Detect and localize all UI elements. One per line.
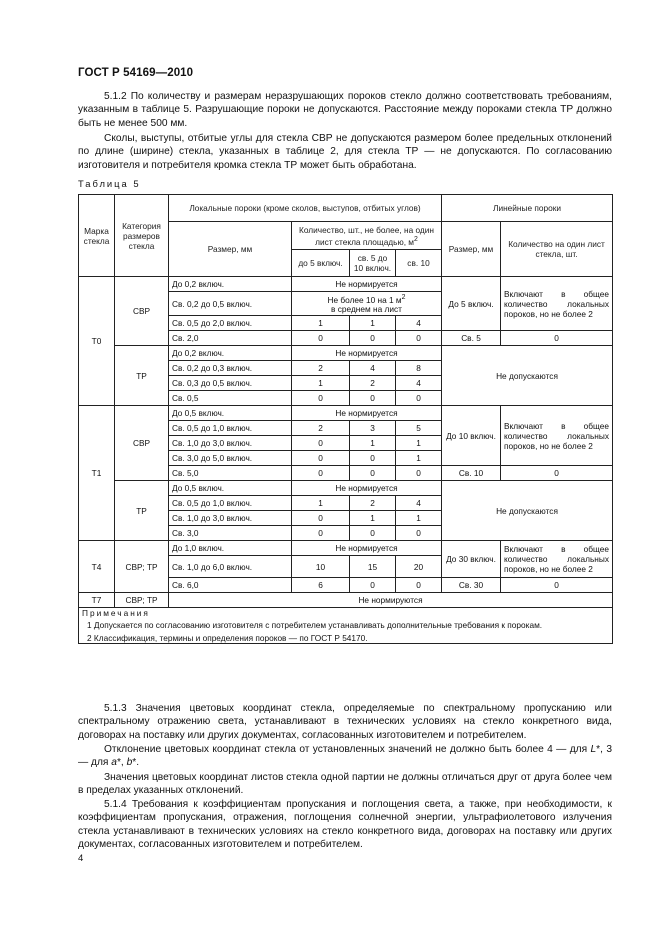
size-cell: Св. 6,0	[169, 578, 292, 593]
category-t0-tr: ТР	[115, 346, 169, 406]
qty-cell: 1	[350, 511, 396, 526]
qty-cell: 4	[396, 496, 442, 511]
linear-qty-cell: 0	[501, 331, 613, 346]
table-row	[79, 277, 613, 292]
header-size: Размер, мм	[169, 222, 292, 277]
linear-size-cell: До 10 включ.	[442, 406, 501, 466]
qty-cell: Не нормируется	[292, 277, 442, 292]
linear-qty-cell: Включают в общее количество локальных пороков, но не более 2	[501, 541, 613, 578]
qty-cell: 0	[292, 511, 350, 526]
qty-cell: 10	[292, 556, 350, 578]
qty-cell: Не нормируется	[292, 481, 442, 496]
qty-cell: 0	[292, 391, 350, 406]
linear-size-cell: До 5 включ.	[442, 277, 501, 331]
mark-t7: Т7	[79, 593, 115, 608]
qty-cell: 0	[350, 451, 396, 466]
size-cell: До 0,2 включ.	[169, 346, 292, 361]
notes-title: Примечания	[82, 608, 150, 618]
qty-cell: 3	[350, 421, 396, 436]
note-2: 2 Классификация, термины и определения пороков — по ГОСТ Р 54170.	[87, 632, 368, 643]
table-row	[79, 346, 613, 361]
qty-cell: 0	[292, 526, 350, 541]
table-5	[78, 194, 613, 644]
qty-cell: 0	[350, 331, 396, 346]
note-1: 1 Допускается по согласованию изготовителя с потребителем устанавливать дополнительные требования к порокам.	[87, 620, 543, 630]
size-cell: Св. 0,5 до 2,0 включ.	[169, 316, 292, 331]
table-row	[79, 593, 613, 608]
qty-cell: Не нормируется	[292, 406, 442, 421]
qty-cell: Не более 10 на 1 $м^2$ в среднем на лист	[292, 292, 442, 316]
page-number: 4	[78, 853, 84, 864]
qty-cell: 15	[350, 556, 396, 578]
linear-size-cell: До 30 включ.	[442, 541, 501, 578]
qty-cell: 2	[350, 496, 396, 511]
category-t7: СВР; ТР	[115, 593, 169, 608]
mark-t0: Т0	[79, 277, 115, 406]
size-cell: До 0,5 включ.	[169, 481, 292, 496]
qty-cell: 0	[396, 526, 442, 541]
qty-cell: Не нормируется	[292, 346, 442, 361]
table-row	[79, 406, 613, 421]
linear-qty-cell: 0	[501, 466, 613, 481]
qty-cell: 1	[350, 316, 396, 331]
header-area-5-to-10: св. 5 до 10 включ.	[350, 250, 396, 277]
header-linear-qty: Количество на один лист стекла, шт.	[501, 222, 613, 277]
qty-cell: 4	[396, 316, 442, 331]
paragraph-5-1-3-batch: Значения цветовых координат листов стекла одной партии не должны отличаться друг от друга более чем в пределах указанных отклонений.	[78, 772, 612, 797]
linear-qty-cell: Включают в общее количество локальных пороков, но не более 2	[501, 406, 613, 466]
size-cell: Св. 0,2 до 0,5 включ.	[169, 292, 292, 316]
qty-cell: Не нормируется	[292, 541, 442, 556]
qty-cell: 1	[396, 436, 442, 451]
size-cell: Св. 3,0	[169, 526, 292, 541]
qty-cell: 6	[292, 578, 350, 593]
qty-cell: 20	[396, 556, 442, 578]
category-t4: СВР; ТР	[115, 541, 169, 593]
header-mark: Марка стекла	[79, 195, 115, 277]
header-local-defects: Локальные пороки (кроме сколов, выступов, отбитых углов)	[169, 195, 442, 222]
linear-qty-cell: Включают в общее количество локальных пороков, но не более 2	[501, 277, 613, 331]
size-cell: Св. 0,5 до 1,0 включ.	[169, 421, 292, 436]
size-cell: До 0,5 включ.	[169, 406, 292, 421]
header-linear-defects: Линейные пороки	[442, 195, 613, 222]
qty-cell: 4	[350, 361, 396, 376]
qty-cell: 1	[292, 316, 350, 331]
qty-cell: 0	[396, 466, 442, 481]
qty-cell: 8	[396, 361, 442, 376]
table-row	[79, 541, 613, 556]
size-cell: Св. 2,0	[169, 331, 292, 346]
qty-cell: 1	[396, 511, 442, 526]
qty-cell: 4	[396, 376, 442, 391]
qty-cell: 1	[396, 451, 442, 466]
size-cell: Св. 0,5 до 1,0 включ.	[169, 496, 292, 511]
linear-qty-cell: 0	[501, 578, 613, 593]
linear-size-cell: Св. 5	[442, 331, 501, 346]
size-cell: Св. 3,0 до 5,0 включ.	[169, 451, 292, 466]
mark-t4: Т4	[79, 541, 115, 593]
header-area-over-10: св. 10	[396, 250, 442, 277]
paragraph-5-1-2-chips: Сколы, выступы, отбитые углы для стекла СВР не допускаются размером более предельных отклонений по длине (ширине) стекла, указанных в таблице 2, для стекла ТР — не допускаются. По согласованию изготовителя и потребителя кромка стекла ТР может быть обработана.	[78, 133, 612, 171]
size-cell: Св. 5,0	[169, 466, 292, 481]
header-qty-local: Количество, шт., не более, на один лист стекла площадью, $м^2$	[292, 222, 442, 250]
linear-cell: Не допускаются	[442, 481, 613, 541]
table-notes	[79, 608, 613, 644]
qty-cell: 1	[292, 376, 350, 391]
qty-cell: 1	[292, 496, 350, 511]
size-cell: Св. 0,3 до 0,5 включ.	[169, 376, 292, 391]
qty-cell: 2	[350, 376, 396, 391]
linear-size-cell: Св. 30	[442, 578, 501, 593]
table-row	[79, 481, 613, 496]
header-category: Категория размеров стекла	[115, 195, 169, 277]
table-label: Таблица 5	[78, 178, 141, 189]
qty-cell: 5	[396, 421, 442, 436]
qty-cell: 0	[350, 466, 396, 481]
qty-cell: 0	[396, 331, 442, 346]
qty-cell: 0	[396, 391, 442, 406]
qty-cell: 0	[350, 526, 396, 541]
linear-size-cell: Св. 10	[442, 466, 501, 481]
size-cell: Св. 1,0 до 3,0 включ.	[169, 436, 292, 451]
qty-cell: 1	[350, 436, 396, 451]
qty-cell: 2	[292, 421, 350, 436]
category-t0-svr: СВР	[115, 277, 169, 346]
category-t1-tr: ТР	[115, 481, 169, 541]
document-header: ГОСТ Р 54169—2010	[78, 67, 194, 79]
qty-cell: 0	[292, 436, 350, 451]
qty-cell: 2	[292, 361, 350, 376]
size-cell: Св. 0,5	[169, 391, 292, 406]
size-cell: До 1,0 включ.	[169, 541, 292, 556]
qty-cell: 0	[292, 451, 350, 466]
paragraph-5-1-3-deviation: Отклонение цветовых координат стекла от установленных значений не должно быть более 4 — для L*, 3 — для a*, b*.	[78, 744, 613, 769]
t7-cell: Не нормируются	[169, 593, 613, 608]
size-cell: Св. 1,0 до 3,0 включ.	[169, 511, 292, 526]
size-cell: Св. 0,2 до 0,3 включ.	[169, 361, 292, 376]
paragraph-5-1-4: 5.1.4 Требования к коэффициентам пропускания и поглощения света, а также, при необходимости, к коэффициентам пропускания, отражения, поглощения солнечной энергии, ультрафиолетового излучения стекла устанавливают в технических условиях на стекло конкретного вида, договорах на поставку или других документах, согласованных изготовителем и потребителем.	[78, 799, 612, 851]
header-linear-size: Размер, мм	[442, 222, 501, 277]
qty-cell: 0	[292, 331, 350, 346]
size-cell: Св. 1,0 до 6,0 включ.	[169, 556, 292, 578]
qty-cell: 0	[350, 391, 396, 406]
size-cell: До 0,2 включ.	[169, 277, 292, 292]
linear-cell: Не допускаются	[442, 346, 613, 406]
header-area-to-5: до 5 включ.	[292, 250, 350, 277]
paragraph-5-1-3: 5.1.3 Значения цветовых координат стекла, определяемые по спектральному пропусканию или спектральному отражению света, устанавливают в технических условиях на стекло конкретного вида, договорах на поставку или других документах, согласованных изготовителем и потребителем.	[78, 703, 612, 741]
qty-cell: 0	[350, 578, 396, 593]
mark-t1: Т1	[79, 406, 115, 541]
paragraph-5-1-2: 5.1.2 По количеству и размерам неразрушающих пороков стекло должно соответствовать требованиям, указанным в таблице 5. Разрушающие пороки не допускаются. Расстояние между пороками стекла ТР должно быть не менее 500 мм.	[78, 91, 612, 129]
qty-cell: 0	[292, 466, 350, 481]
category-t1-svr: СВР	[115, 406, 169, 481]
qty-cell: 0	[396, 578, 442, 593]
